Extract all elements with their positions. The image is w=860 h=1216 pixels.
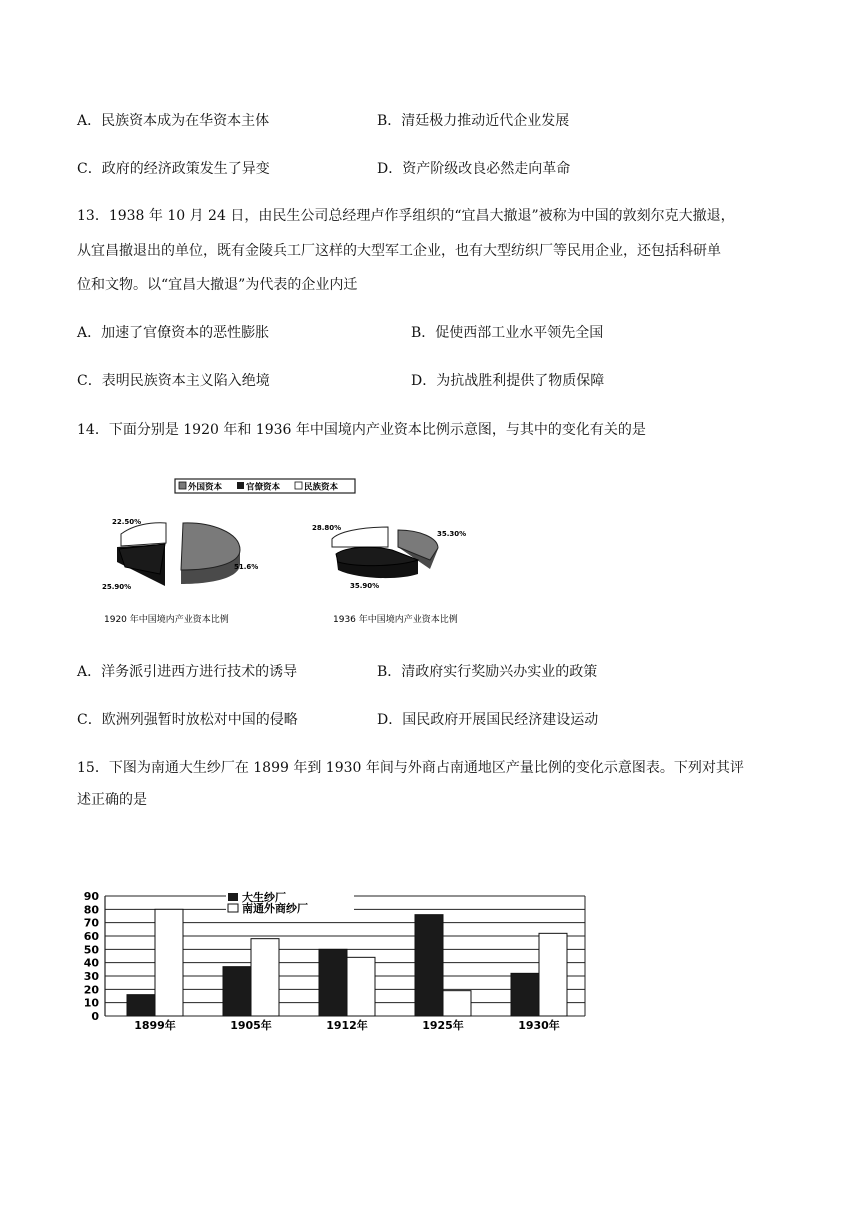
legend-foreign-mills: 南通外商纱厂 [242,902,308,915]
q15-stem-line-2: 述正确的是 [77,792,147,808]
pie-1920-label-bureaucratic: 25.90% [102,583,132,591]
x-tick-label: 1899年 [134,1019,176,1032]
bar-chart-x-labels [134,1018,560,1032]
q12-option-d: D．资产阶级改良必然走向革命 [377,161,571,177]
legend-national: 民族资本 [304,482,339,493]
bar-foreign-mills-1925年 [443,991,471,1016]
bar-chart-y-ticks [84,890,100,1023]
bar-dasheng-1925年 [415,915,443,1016]
y-tick-label: 90 [83,890,99,903]
y-tick-label: 70 [83,916,99,930]
y-tick-label: 80 [83,903,99,917]
legend-foreign: 外国资本 [188,482,223,493]
q14-option-d: D．国民政府开展国民经济建设运动 [377,712,599,728]
x-tick-label: 1905年 [230,1019,272,1032]
bar-foreign-mills-1899年 [155,909,183,1016]
q13-option-d: D．为抗战胜利提供了物质保障 [411,373,605,389]
q14-stem: 14．下面分别是 1920 年和 1936 年中国境内产业资本比例示意图，与其中的变化有关的是 [77,422,646,438]
q14-option-c: C．欧洲列强暂时放松对中国的侵略 [77,712,298,728]
bar-foreign-mills-1905年 [251,939,279,1016]
q13-stem-line-1: 13．1938 年 10 月 24 日，由民生公司总经理卢作孚组织的“宜昌大撤退”被称为中国的敦刻尔克大撤退， [77,208,735,224]
q13-option-c: C．表明民族资本主义陷入绝境 [77,373,270,389]
legend-bureaucratic: 官僚资本 [246,482,281,493]
pie-1920-label-foreign: 51.6% [234,563,259,571]
legend-swatch-foreign-mills [228,904,238,912]
q13-stem-line-3: 位和文物。以“宜昌大撤退”为代表的企业内迁 [77,277,358,293]
bar-chart-legend [226,890,354,915]
x-tick-label: 1930年 [518,1019,560,1032]
y-tick-label: 0 [91,1010,99,1023]
bar-chart-figure [70,886,600,1036]
pie-1920-label-national: 22.50% [112,518,142,526]
q13-option-b: B．促使西部工业水平领先全国 [411,325,604,341]
pie-1936-label-national: 28.80% [312,524,342,532]
pie-1920-caption: 1920 年中国境内产业资本比例 [104,615,229,625]
legend-swatch-foreign [179,482,186,489]
bar-foreign-mills-1912年 [347,957,375,1016]
q14-option-b: B．清政府实行奖励兴办实业的政策 [377,664,598,680]
y-tick-label: 10 [83,996,99,1010]
pie-1936-caption: 1936 年中国境内产业资本比例 [333,615,458,625]
pie-1936-label-bureaucratic: 35.90% [350,582,380,590]
legend-swatch-bureaucratic [237,482,244,489]
bar-dasheng-1905年 [223,967,251,1016]
pie-1920-slice-national [121,523,166,546]
y-tick-label: 40 [83,956,99,970]
pie-charts-figure [0,470,560,635]
q12-option-b: B．清廷极力推动近代企业发展 [377,113,570,129]
q15-stem-line-1: 15．下图为南通大生纱厂在 1899 年到 1930 年间与外商占南通地区产量比例的变化示意图表。下列对其评 [77,760,744,776]
pie-1936-label-foreign: 35.30% [437,530,467,538]
bar-dasheng-1930年 [511,973,539,1016]
pie-1936 [312,524,466,590]
x-tick-label: 1925年 [422,1019,464,1032]
q12-option-c: C．政府的经济政策发生了异变 [77,161,270,177]
legend-dasheng: 大生纱厂 [242,891,286,904]
q14-option-a: A．洋务派引进西方进行技术的诱导 [77,664,298,680]
pie-1920 [102,518,258,591]
y-tick-label: 50 [83,943,99,957]
y-tick-label: 30 [83,970,99,983]
q13-stem-line-2: 从宜昌撤退出的单位，既有金陵兵工厂这样的大型军工企业，也有大型纺织厂等民用企业，还包括科研单 [77,243,721,259]
bar-dasheng-1899年 [127,995,155,1016]
bar-foreign-mills-1930年 [539,933,567,1016]
q12-option-a: A．民族资本成为在华资本主体 [77,113,270,129]
q13-option-a: A．加速了官僚资本的恶性膨胀 [77,325,270,341]
legend-swatch-national [295,482,302,489]
pie-1920-slice-bureaucratic [119,544,165,574]
bar-dasheng-1912年 [319,949,347,1016]
legend-swatch-dasheng [228,893,238,901]
y-tick-label: 60 [83,930,99,943]
y-tick-label: 20 [83,983,99,997]
x-tick-label: 1912年 [326,1019,368,1032]
